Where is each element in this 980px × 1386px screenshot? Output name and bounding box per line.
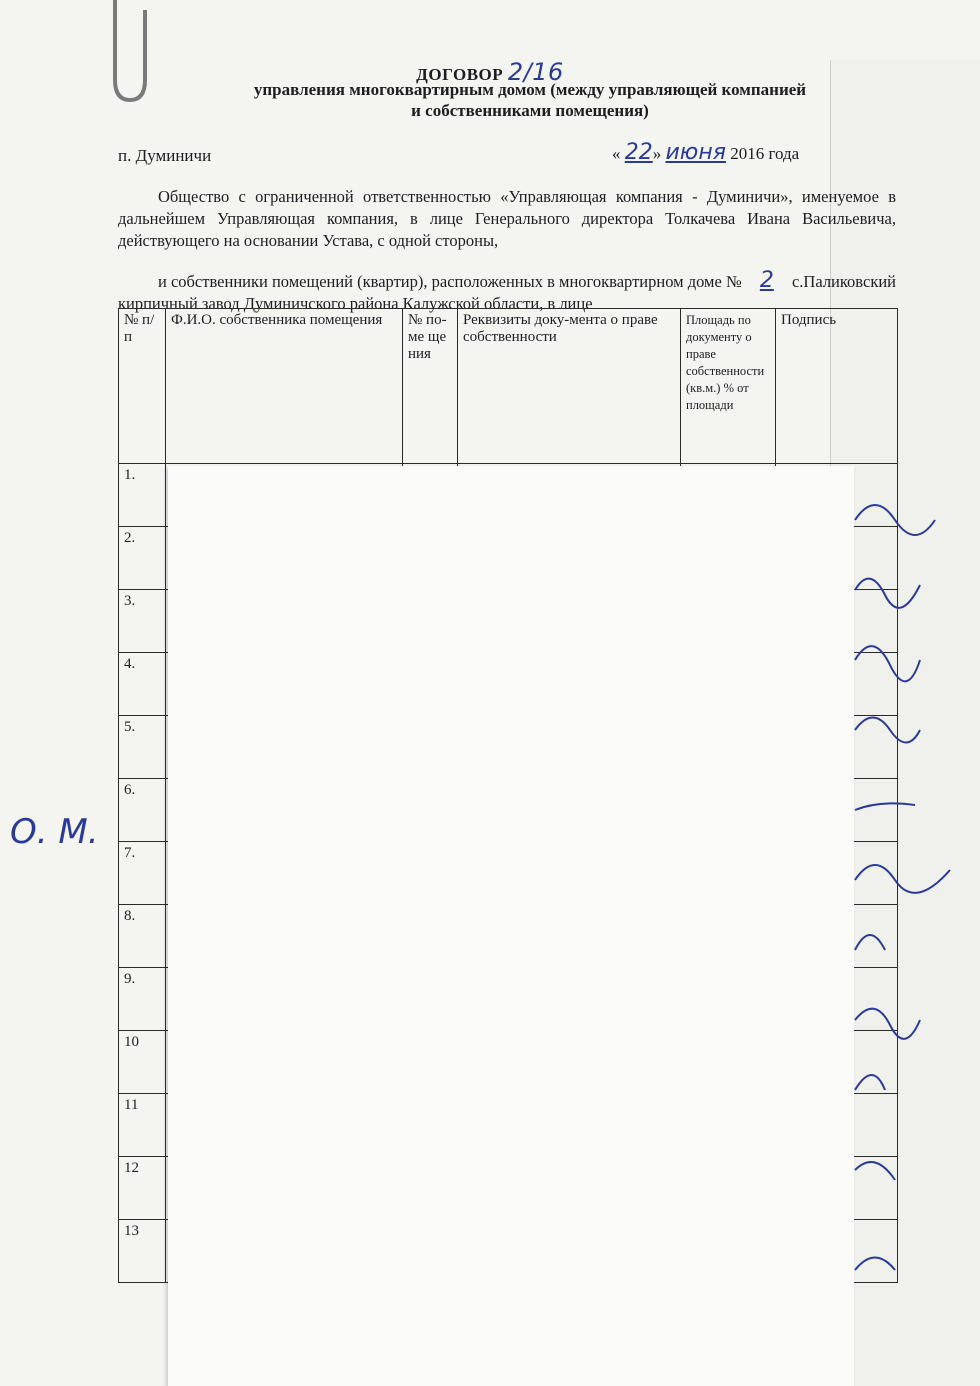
header-cell: № по-ме ще ния <box>403 309 458 464</box>
contract-subtitle-line2: и собственниками помещения) <box>411 101 649 120</box>
row-number: 6. <box>119 779 166 842</box>
row-number: 1. <box>119 464 166 527</box>
row-number: 3. <box>119 590 166 653</box>
row-number: 10 <box>119 1031 166 1094</box>
row-number: 2. <box>119 527 166 590</box>
row-number: 9. <box>119 968 166 1031</box>
date-day-handwritten: 22 <box>624 140 653 165</box>
redaction-cover-sheet <box>168 466 854 1386</box>
date-month-handwritten: июня <box>665 140 726 165</box>
table-header-row <box>119 309 898 464</box>
paragraph-company: Общество с ограниченной ответственностью «Управляющая компания - Думиничи», именуемое в дальнейшем Управляющая компания, в лице Генерального директора Толкачева Ивана Васильевича, действующего на основании Устава, с одной стороны, <box>118 187 896 250</box>
paragraph-owners: и собственники помещений (квартир), расположенных в многоквартирном доме № 2 с.Паликовский кирпичный завод Думиничского района Калужской области, в лице <box>118 268 897 313</box>
margin-initials-handwritten: О. М. <box>10 812 99 852</box>
row-number: 7. <box>119 842 166 905</box>
row-number: 5. <box>119 716 166 779</box>
header-cell: Подпись <box>776 309 898 464</box>
row-number: 8. <box>119 905 166 968</box>
header-cell: № п/п <box>119 309 166 464</box>
row-number: 11 <box>119 1094 166 1157</box>
header-cell: Реквизиты доку-мента о праве собственности <box>458 309 681 464</box>
place: п. Думиничи <box>118 146 212 165</box>
header-cell: Площадь по документу о праве собственности (кв.м.) % от площади <box>681 309 776 464</box>
contract-title: ДОГОВОР 2/16 <box>416 58 564 86</box>
row-number: 13 <box>119 1220 166 1283</box>
row-number: 12 <box>119 1157 166 1220</box>
contract-subtitle-line1: управления многоквартирным домом (между управляющей компанией <box>253 80 807 99</box>
contract-date: « 22» июня 2016 года <box>612 140 800 165</box>
signature-scribbles <box>850 480 970 1380</box>
house-number-handwritten: 2 <box>759 268 774 293</box>
row-number: 4. <box>119 653 166 716</box>
header-cell: Ф.И.О. собственника помещения <box>166 309 403 464</box>
contract-number-handwritten: 2/16 <box>507 58 564 86</box>
